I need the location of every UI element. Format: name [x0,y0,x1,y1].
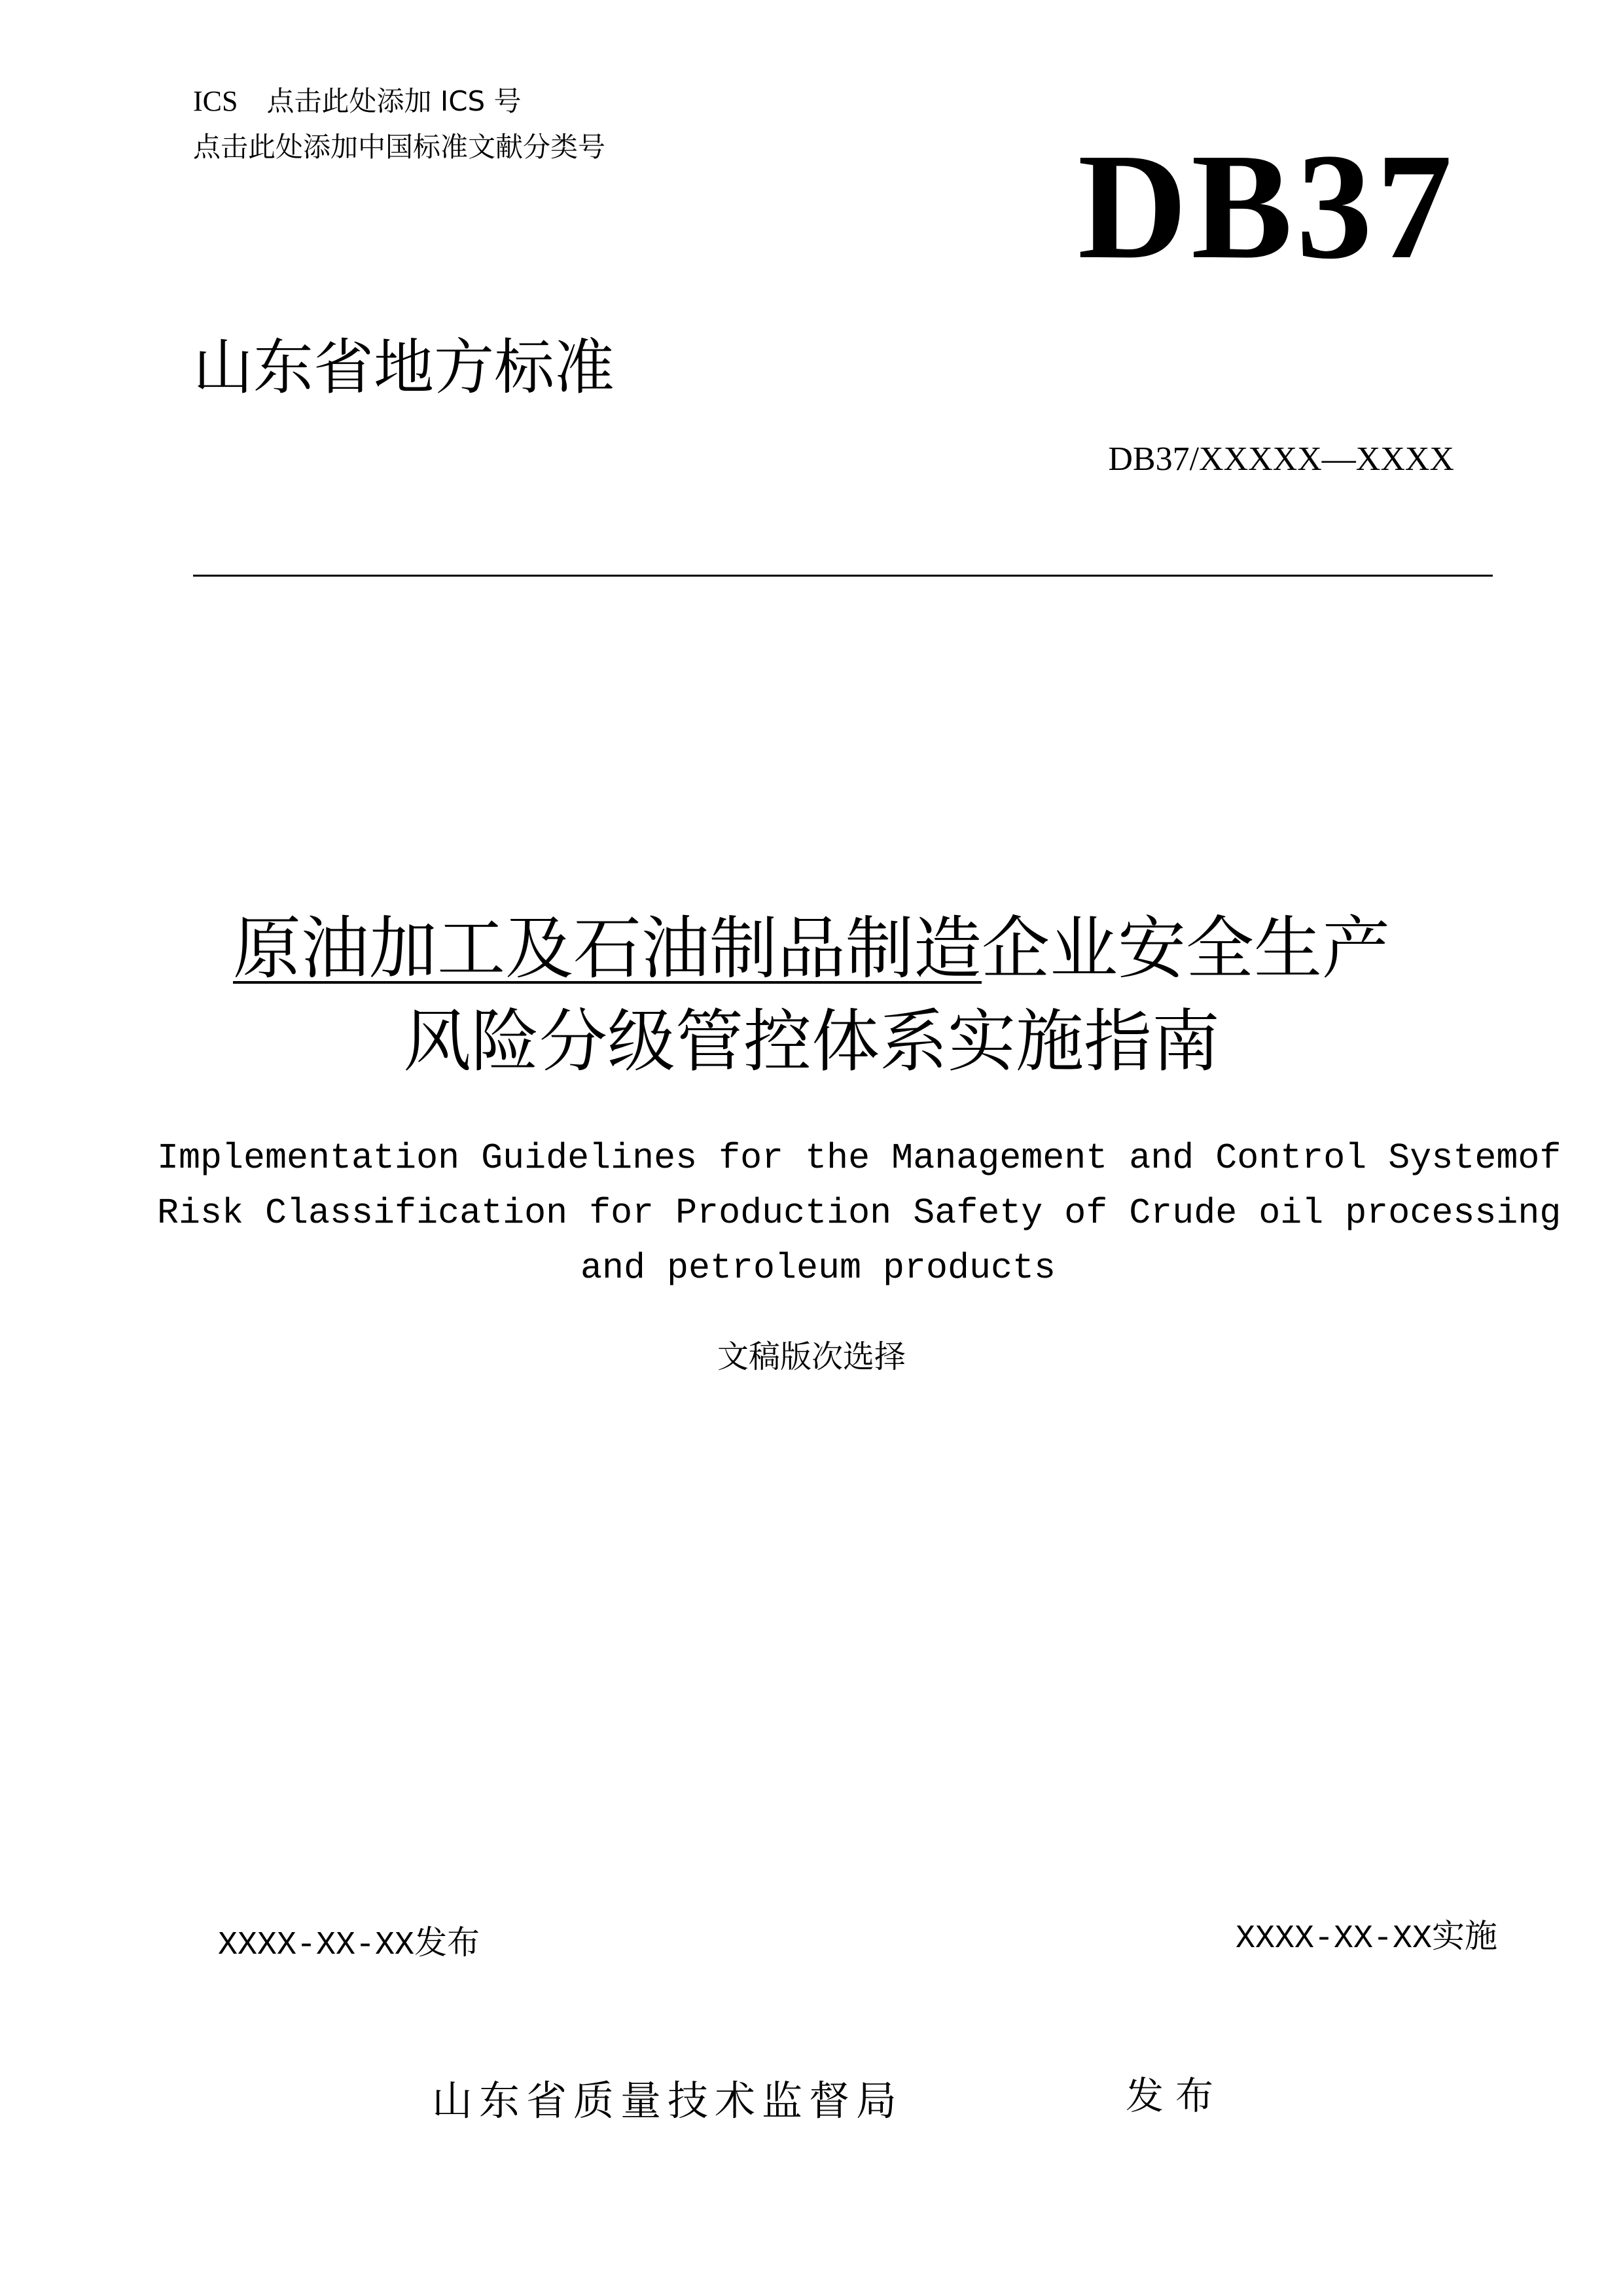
implement-date-value[interactable]: XXXX-XX-XX [1235,1920,1432,1958]
implement-date-label: 实施 [1432,1917,1497,1955]
title-en-line-3: and petroleum products [580,1247,1056,1289]
standard-number: DB37/XXXXX—XXXX [1108,440,1454,478]
title-cn-line-2: 风险分级管控体系实施指南 [402,1001,1220,1081]
issue-label: 发布 [1126,2073,1226,2118]
title-en-line-2: Risk Classification for Production Safety of Crude oil processing [157,1193,1561,1234]
db-mark: DB37 [1077,122,1456,291]
implement-date [1236,1910,1497,1958]
ccs-placeholder[interactable]: 点击此处添加中国标准文献分类号 [193,131,606,163]
standard-type: 山东省地方标准 [193,332,615,403]
title-cn-line-1-rest: 企业安全生产 [982,908,1391,988]
title-chinese [0,902,1623,1088]
ics-placeholder[interactable]: 点击此处添加 ICS 号 [266,85,522,117]
issuing-authority: 山东省质量技术监督局 [432,2077,904,2125]
title-en-line-1: Implementation Guidelines for the Management and Control Systemof [157,1138,1561,1179]
ics-label: ICS [193,85,238,117]
draft-version-selector[interactable]: 文稿版次选择 [717,1338,906,1375]
title-cn-line-1 [0,902,1623,995]
title-cn-line-1-underlined: 原油加工及石油制品制造 [232,908,982,988]
publish-date [218,1916,480,1964]
header-divider [193,575,1493,577]
publish-date-label: 发布 [414,1924,480,1962]
publish-date-value[interactable]: XXXX-XX-XX [218,1927,415,1964]
title-english [157,1131,1561,1296]
ics-line [193,80,522,119]
